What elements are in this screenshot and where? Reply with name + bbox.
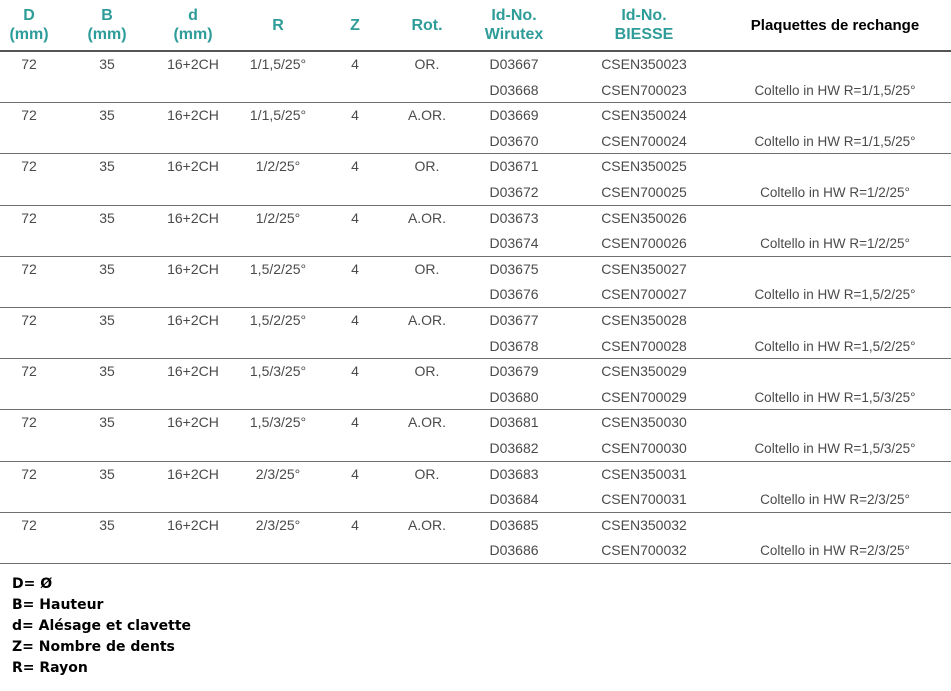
table-row	[0, 359, 951, 385]
cell-biesse: CSEN700029	[601, 388, 687, 405]
cell-note: Coltello in HW R=1/2/25°	[760, 184, 910, 200]
legend-item: D= Ø	[12, 576, 53, 592]
cell-d	[0, 487, 58, 512]
cell-d	[0, 78, 58, 103]
table-row	[0, 257, 951, 283]
cell-biesse: CSEN700023	[601, 81, 687, 98]
cell-z	[330, 78, 380, 103]
cell-r: 1,5/2/25°	[249, 260, 307, 277]
cell-rot: OR.	[414, 260, 440, 277]
cell-b	[78, 334, 136, 359]
cell-wirutex: D03677	[489, 311, 539, 328]
table-row	[0, 334, 951, 360]
cell-note	[724, 410, 946, 435]
cell-rot: A.OR.	[407, 107, 447, 124]
cell-d: 72	[21, 311, 37, 328]
cell-note	[724, 103, 946, 128]
cell-wirutex: D03683	[489, 465, 539, 482]
cell-d: 72	[21, 465, 37, 482]
table-header	[0, 0, 951, 50]
cell-bore: 16+2CH	[167, 465, 219, 482]
header-z: Z	[350, 16, 360, 34]
cell-bore: 16+2CH	[167, 158, 219, 175]
cell-r	[236, 334, 320, 359]
cell-biesse: CSEN350030	[601, 414, 687, 431]
cell-rot	[390, 385, 464, 410]
cell-b: 35	[99, 311, 115, 328]
cell-b	[78, 78, 136, 103]
cell-biesse: CSEN700026	[601, 235, 687, 252]
cell-note: Coltello in HW R=1/1,5/25°	[754, 82, 916, 98]
cell-rot	[390, 538, 464, 563]
cell-biesse: CSEN350025	[601, 158, 687, 175]
cell-d: 72	[21, 158, 37, 175]
cell-biesse: CSEN700024	[601, 132, 687, 149]
cell-bore	[150, 334, 236, 359]
table-row	[0, 129, 951, 155]
cell-wirutex: D03671	[489, 158, 539, 175]
cell-r: 1/2/25°	[255, 158, 301, 175]
cell-d	[0, 180, 58, 205]
table-row	[0, 410, 951, 436]
cell-d: 72	[21, 56, 37, 72]
header-bore: d (mm)	[173, 7, 213, 43]
cell-z	[330, 129, 380, 154]
cell-z	[330, 282, 380, 307]
cell-b: 35	[99, 56, 115, 72]
cell-z: 4	[351, 465, 359, 482]
cell-note: Coltello in HW R=2/3/25°	[760, 543, 910, 559]
table-row	[0, 436, 951, 462]
cell-r: 1,5/2/25°	[249, 311, 307, 328]
header-wirutex: Id-No. Wirutex	[484, 7, 544, 43]
cell-rot	[390, 334, 464, 359]
cell-b	[78, 231, 136, 256]
cell-b	[78, 129, 136, 154]
cell-wirutex: D03685	[489, 516, 539, 533]
cell-biesse: CSEN700032	[601, 542, 687, 559]
cell-d: 72	[21, 260, 37, 277]
table-row	[0, 282, 951, 308]
cell-r: 1,5/3/25°	[249, 363, 307, 380]
cell-rot	[390, 78, 464, 103]
cell-r	[236, 385, 320, 410]
cell-biesse: CSEN350027	[601, 260, 687, 277]
cell-bore: 16+2CH	[167, 363, 219, 380]
cell-rot: OR.	[414, 465, 440, 482]
cell-rot: A.OR.	[407, 311, 447, 328]
cell-rot	[390, 231, 464, 256]
legend-item: R= Rayon	[12, 660, 88, 676]
cell-rot: OR.	[414, 56, 440, 72]
cell-wirutex: D03670	[489, 132, 539, 149]
cell-note: Coltello in HW R=1/1,5/25°	[754, 133, 916, 149]
cell-bore	[150, 436, 236, 461]
cell-b: 35	[99, 465, 115, 482]
cell-note: Coltello in HW R=1/2/25°	[760, 236, 910, 252]
cell-note: Coltello in HW R=1,5/3/25°	[754, 440, 916, 456]
cell-bore	[150, 282, 236, 307]
cell-b	[78, 436, 136, 461]
cell-wirutex: D03676	[489, 286, 539, 303]
cell-b	[78, 282, 136, 307]
cell-d: 72	[21, 209, 37, 226]
table-row	[0, 206, 951, 232]
cell-d	[0, 436, 58, 461]
cell-bore	[150, 487, 236, 512]
cell-z	[330, 231, 380, 256]
table-row	[0, 52, 951, 78]
cell-rot: A.OR.	[407, 414, 447, 431]
cell-z: 4	[351, 363, 359, 380]
cell-rot	[390, 180, 464, 205]
table-row	[0, 78, 951, 104]
cell-b: 35	[99, 107, 115, 124]
cell-rot	[390, 436, 464, 461]
table-row	[0, 385, 951, 411]
cell-b	[78, 487, 136, 512]
cell-d: 72	[21, 107, 37, 124]
cell-r	[236, 436, 320, 461]
cell-bore	[150, 129, 236, 154]
cell-note: Coltello in HW R=1,5/3/25°	[754, 389, 916, 405]
cell-note	[724, 206, 946, 231]
cell-note	[724, 359, 946, 384]
cell-bore	[150, 538, 236, 563]
cell-bore	[150, 78, 236, 103]
cell-b	[78, 385, 136, 410]
cell-r	[236, 282, 320, 307]
cell-wirutex: D03669	[489, 107, 539, 124]
table-row	[0, 154, 951, 180]
cell-bore: 16+2CH	[167, 260, 219, 277]
cell-bore: 16+2CH	[167, 311, 219, 328]
cell-z: 4	[351, 414, 359, 431]
cell-rot	[390, 282, 464, 307]
cell-note	[724, 513, 946, 538]
cell-b: 35	[99, 516, 115, 533]
cell-note: Coltello in HW R=2/3/25°	[760, 492, 910, 508]
table-body	[0, 52, 951, 564]
cell-r: 2/3/25°	[255, 465, 301, 482]
cell-biesse: CSEN350031	[601, 465, 687, 482]
cell-r: 2/3/25°	[255, 516, 301, 533]
cell-d	[0, 385, 58, 410]
cell-wirutex: D03684	[489, 491, 539, 508]
cell-b	[78, 180, 136, 205]
legend-item: Z= Nombre de dents	[12, 639, 175, 655]
cell-b: 35	[99, 158, 115, 175]
cell-wirutex: D03675	[489, 260, 539, 277]
header-biesse: Id-No. BIESSE	[614, 7, 674, 43]
cell-d	[0, 334, 58, 359]
cell-d	[0, 538, 58, 563]
cell-wirutex: D03673	[489, 209, 539, 226]
cell-rot: OR.	[414, 158, 440, 175]
cell-d: 72	[21, 363, 37, 380]
cell-biesse: CSEN350026	[601, 209, 687, 226]
cell-bore: 16+2CH	[167, 209, 219, 226]
cell-d	[0, 129, 58, 154]
cell-wirutex: D03674	[489, 235, 539, 252]
header-rot: Rot.	[411, 16, 443, 34]
cell-z	[330, 436, 380, 461]
cell-bore: 16+2CH	[167, 107, 219, 124]
cell-wirutex: D03668	[489, 81, 539, 98]
cell-r	[236, 78, 320, 103]
cell-rot: A.OR.	[407, 209, 447, 226]
cell-z: 4	[351, 158, 359, 175]
table-row	[0, 462, 951, 488]
cell-wirutex: D03680	[489, 388, 539, 405]
table-row	[0, 231, 951, 257]
cell-biesse: CSEN700031	[601, 491, 687, 508]
cell-r: 1,5/3/25°	[249, 414, 307, 431]
cell-z	[330, 385, 380, 410]
cell-note: Coltello in HW R=1,5/2/25°	[754, 338, 916, 354]
cell-rot	[390, 487, 464, 512]
cell-z: 4	[351, 209, 359, 226]
cell-z: 4	[351, 56, 359, 72]
cell-b: 35	[99, 414, 115, 431]
cell-biesse: CSEN700027	[601, 286, 687, 303]
table-row	[0, 308, 951, 334]
cell-wirutex: D03682	[489, 439, 539, 456]
cell-wirutex: D03672	[489, 183, 539, 200]
cell-r: 1/1,5/25°	[249, 107, 307, 124]
cell-wirutex: D03667	[489, 56, 539, 72]
cell-d: 72	[21, 516, 37, 533]
cell-note	[724, 308, 946, 333]
cell-biesse: CSEN350029	[601, 363, 687, 380]
cell-bore: 16+2CH	[167, 414, 219, 431]
cell-biesse: CSEN350032	[601, 516, 687, 533]
cell-z: 4	[351, 311, 359, 328]
cell-wirutex: D03678	[489, 337, 539, 354]
legend-item: B= Hauteur	[12, 597, 104, 613]
cell-biesse: CSEN700030	[601, 439, 687, 456]
cell-rot: OR.	[414, 363, 440, 380]
cell-z	[330, 487, 380, 512]
cell-b	[78, 538, 136, 563]
cell-note: Coltello in HW R=1,5/2/25°	[754, 287, 916, 303]
legend-item: d= Alésage et clavette	[12, 618, 192, 634]
table-row	[0, 538, 951, 564]
cell-d	[0, 231, 58, 256]
table-row	[0, 103, 951, 129]
table-row	[0, 513, 951, 539]
cell-rot: A.OR.	[407, 516, 447, 533]
cell-r: 1/2/25°	[255, 209, 301, 226]
cell-biesse: CSEN350024	[601, 107, 687, 124]
cell-d	[0, 282, 58, 307]
cell-bore	[150, 385, 236, 410]
cell-b: 35	[99, 363, 115, 380]
cell-biesse: CSEN350023	[601, 56, 687, 72]
cell-note	[724, 462, 946, 487]
cell-bore	[150, 180, 236, 205]
cell-z: 4	[351, 260, 359, 277]
cell-r	[236, 538, 320, 563]
cell-note	[724, 52, 946, 77]
cell-bore: 16+2CH	[167, 56, 219, 72]
cell-bore	[150, 231, 236, 256]
table-row	[0, 487, 951, 513]
header-plaquettes: Plaquettes de rechange	[750, 16, 920, 34]
cell-d: 72	[21, 414, 37, 431]
cell-rot	[390, 129, 464, 154]
cell-wirutex: D03681	[489, 414, 539, 431]
cell-r	[236, 487, 320, 512]
cell-biesse: CSEN700028	[601, 337, 687, 354]
cell-bore: 16+2CH	[167, 516, 219, 533]
cell-note	[724, 257, 946, 282]
cell-biesse: CSEN350028	[601, 311, 687, 328]
cell-wirutex: D03679	[489, 363, 539, 380]
cell-r	[236, 129, 320, 154]
cell-r	[236, 180, 320, 205]
cell-z	[330, 538, 380, 563]
cell-note	[724, 154, 946, 179]
header-r: R	[272, 16, 284, 34]
cell-biesse: CSEN700025	[601, 183, 687, 200]
cell-z: 4	[351, 516, 359, 533]
header-b: B (mm)	[87, 7, 127, 43]
cell-r: 1/1,5/25°	[249, 56, 307, 72]
cell-z	[330, 180, 380, 205]
legend	[12, 574, 412, 679]
header-d: D (mm)	[9, 7, 49, 43]
cell-z: 4	[351, 107, 359, 124]
cell-b: 35	[99, 209, 115, 226]
cell-b: 35	[99, 260, 115, 277]
cell-r	[236, 231, 320, 256]
cell-wirutex: D03686	[489, 542, 539, 559]
cell-z	[330, 334, 380, 359]
table-row	[0, 180, 951, 206]
